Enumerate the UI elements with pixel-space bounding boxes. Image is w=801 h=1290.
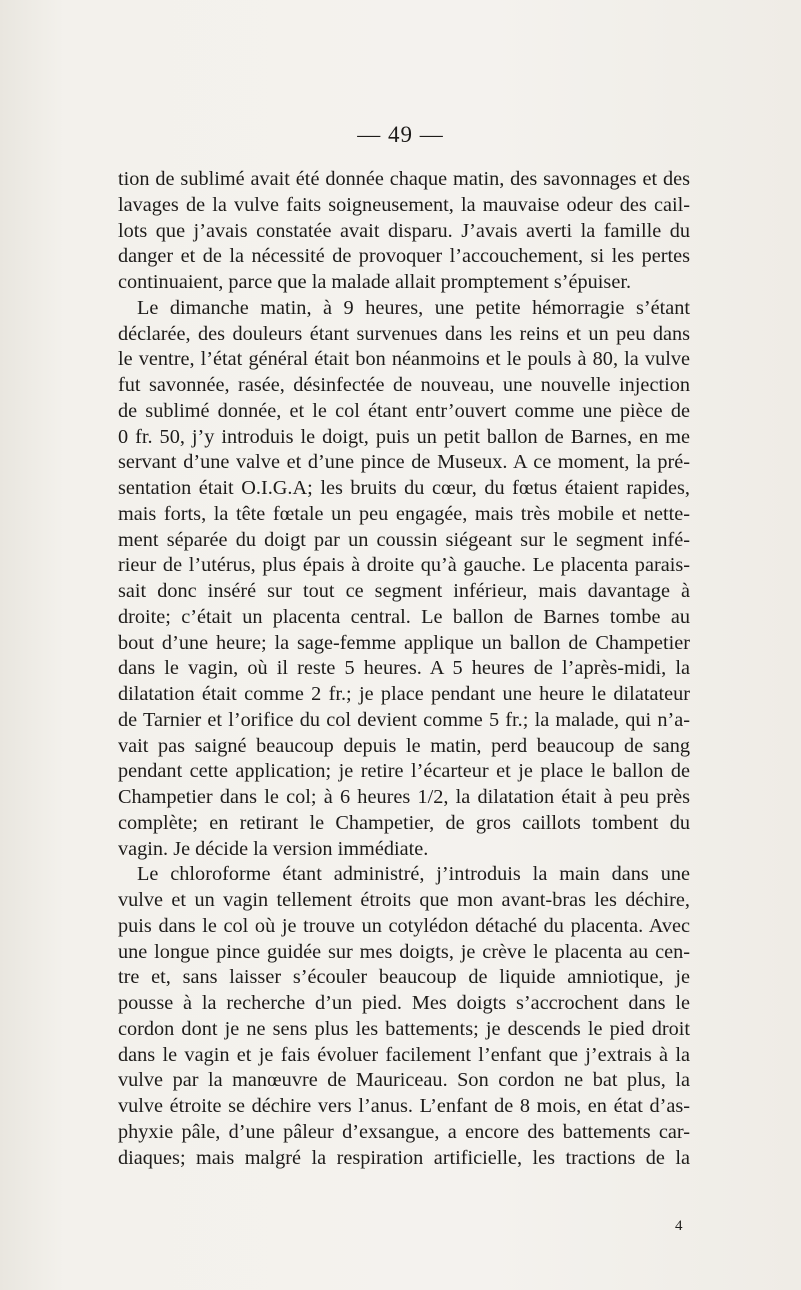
text-line: déclarée, des douleurs étant survenues dans les reins et un peu dans	[118, 322, 690, 345]
text-line: sentation était O.I.G.A; les bruits du cœur, du fœtus étaient rapides,	[118, 477, 690, 499]
text-line: vait pas saigné beaucoup depuis le matin, perd beaucoup de sang	[118, 734, 690, 757]
text-line: servant d’une valve et d’une pince de Museux. A ce moment, la pré-	[118, 451, 690, 474]
text-line: Le chloroforme étant administré, j’introduis la main dans une	[137, 863, 690, 886]
text-line: pendant cette application; je retire l’écarteur et je place le ballon de	[118, 760, 690, 783]
text-line: dans le vagin et je fais évoluer facilement l’enfant que j’extrais à la	[118, 1043, 690, 1066]
text-line: Champetier dans le col; à 6 heures 1/2, la dilatation était à peu près	[118, 786, 690, 808]
body-text	[118, 167, 690, 1171]
text-line: mais forts, la tête fœtale un peu engagée, mais très mobile et nette-	[118, 502, 690, 525]
text-line: tion de sublimé avait été donnée chaque matin, des savonnages et des	[118, 168, 690, 190]
text-line: dans le vagin, où il reste 5 heures. A 5 heures de l’après-midi, la	[118, 657, 690, 680]
text-line: 0 fr. 50, j’y introduis le doigt, puis un petit ballon de Barnes, en me	[118, 425, 690, 448]
text-line: vagin. Je décide la version immédiate.	[118, 837, 429, 860]
text-line: tre et, sans laisser s’écouler beaucoup de liquide amniotique, je	[118, 966, 690, 989]
text-line: bout d’une heure; la sage-femme applique un ballon de Champetier	[118, 631, 690, 654]
text-line: droite; c’était un placenta central. Le ballon de Barnes tombe au	[118, 605, 690, 628]
text-line: fut savonnée, rasée, désinfectée de nouveau, une nouvelle injection	[118, 374, 690, 396]
text-line: de Tarnier et l’orifice du col devient comme 5 fr.; la malade, qui n’a-	[118, 708, 690, 731]
text-line: continuaient, parce que la malade allait promptement s’épuiser.	[118, 271, 632, 293]
page-number-header: — 49 —	[357, 122, 444, 147]
text-line: danger et de la nécessité de provoquer l’accouchement, si les pertes	[118, 245, 690, 268]
text-line: phyxie pâle, d’une pâleur d’exsangue, a encore des battements car-	[118, 1120, 690, 1143]
text-line: pousse à la recherche d’un pied. Mes doigts s’accrochent dans le	[118, 992, 690, 1014]
text-line: lavages de la vulve faits soigneusement, la mauvaise odeur des cail-	[118, 193, 690, 216]
text-line: Le dimanche matin, à 9 heures, une petite hémorragie s’étant	[137, 296, 690, 319]
text-line: vulve et un vagin tellement étroits que mon avant-bras les déchire,	[118, 889, 690, 911]
signature-mark: 4	[675, 1218, 683, 1234]
text-line: lots que j’avais constatée avait disparu. J’avais averti la famille du	[118, 219, 690, 242]
text-line: dilatation était comme 2 fr.; je place pendant une heure le dilatateur	[118, 683, 690, 705]
text-line: vulve par la manœuvre de Mauriceau. Son cordon ne bat plus, la	[118, 1069, 690, 1092]
text-line: ment séparée du doigt par un coussin siégeant sur le segment infé-	[118, 528, 690, 551]
text-line: diaques; mais malgré la respiration artificielle, les tractions de la	[118, 1146, 690, 1169]
text-line: le ventre, l’état général était bon néanmoins et le pouls à 80, la vulve	[118, 348, 690, 371]
text-line: rieur de l’utérus, plus épais à droite qu’à gauche. Le placenta parais-	[118, 554, 690, 577]
text-line: vulve étroite se déchire vers l’anus. L’enfant de 8 mois, en état d’as-	[118, 1095, 690, 1117]
text-line: sait donc inséré sur tout ce segment inférieur, mais davantage à	[118, 580, 690, 602]
text-line: puis dans le col où je trouve un cotylédon détaché du placenta. Avec	[118, 914, 690, 937]
text-line: de sublimé donnée, et le col étant entr’ouvert comme une pièce de	[118, 399, 690, 422]
text-line: complète; en retirant le Champetier, de gros caillots tombent du	[118, 811, 690, 834]
text-line: une longue pince guidée sur mes doigts, je crève le placenta au cen-	[118, 940, 690, 963]
text-line: cordon dont je ne sens plus les battements; je descends le pied droit	[118, 1017, 690, 1040]
